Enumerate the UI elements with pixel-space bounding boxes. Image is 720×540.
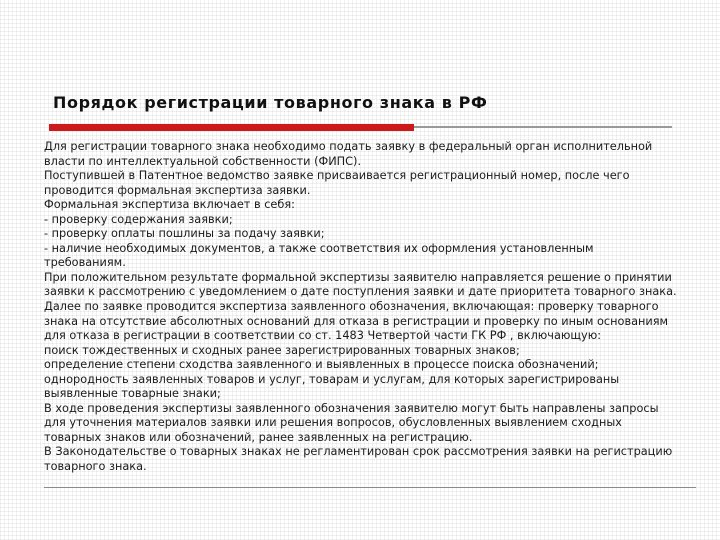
- body-line: товарных знаков или обозначений, ранее заявленных на регистрацию.: [44, 430, 473, 444]
- body-line: При положительном результате формальной экспертизы заявителю направляется решение о принятии: [44, 270, 672, 284]
- slide-body: [44, 140, 704, 475]
- body-line: Поступившей в Патентное ведомство заявке присваивается регистрационный номер, после чего: [44, 169, 630, 183]
- body-line: Формальная экспертиза включает в себя:: [44, 198, 295, 212]
- body-line: знака на отсутствие абсолютных оснований для отказа в регистрации и проверку по иным основаниям: [44, 314, 669, 328]
- body-line: для уточнения материалов заявки или решения вопросов, обусловленных выявлением сходных: [44, 416, 622, 430]
- body-line: В Законодательстве о товарных знаках не регламентирован срок рассмотрения заявки на регистрацию: [44, 445, 673, 459]
- body-line: заявки к рассмотрению с уведомлением о дате поступления заявки и дате приоритета товарного знака.: [44, 285, 677, 299]
- body-line: товарного знака.: [44, 460, 147, 474]
- body-line: проводится формальная экспертиза заявки.: [44, 183, 311, 197]
- slide-title: Порядок регистрации товарного знака в РФ: [53, 93, 488, 112]
- body-line: - проверку содержания заявки;: [44, 212, 233, 226]
- body-line: власти по интеллектуальной собственности (ФИПС).: [44, 154, 362, 168]
- body-line: В ходе проведения экспертизы заявленного обозначения заявителю могут быть направлены запросы: [44, 401, 659, 415]
- body-line: - наличие необходимых документов, а также соответствия их оформления установленным: [44, 241, 594, 255]
- bottom-divider: [44, 487, 696, 488]
- body-line: для отказа в регистрации в соответствии со ст. 1483 Четвертой части ГК РФ , включающую:: [44, 329, 602, 343]
- body-line: выявленные товарные знаки;: [44, 387, 221, 401]
- body-line: однородность заявленных товаров и услуг, товарам и услугам, для которых зарегистрированы: [44, 372, 620, 386]
- title-underline-red: [49, 124, 414, 131]
- body-line: Далее по заявке проводится экспертиза заявленного обозначения, включающая: проверку товарного: [44, 300, 659, 314]
- body-line: - проверку оплаты пошлины за подачу заявки;: [44, 227, 325, 241]
- body-line: поиск тождественных и сходных ранее зарегистрированных товарных знаков;: [44, 343, 520, 357]
- body-line: требованиям.: [44, 256, 126, 270]
- body-line: определение степени сходства заявленного и выявленных в процессе поиска обозначений;: [44, 358, 599, 372]
- body-line: Для регистрации товарного знака необходимо подать заявку в федеральный орган исполнительной: [44, 140, 653, 153]
- title-underline-gray: [414, 126, 672, 128]
